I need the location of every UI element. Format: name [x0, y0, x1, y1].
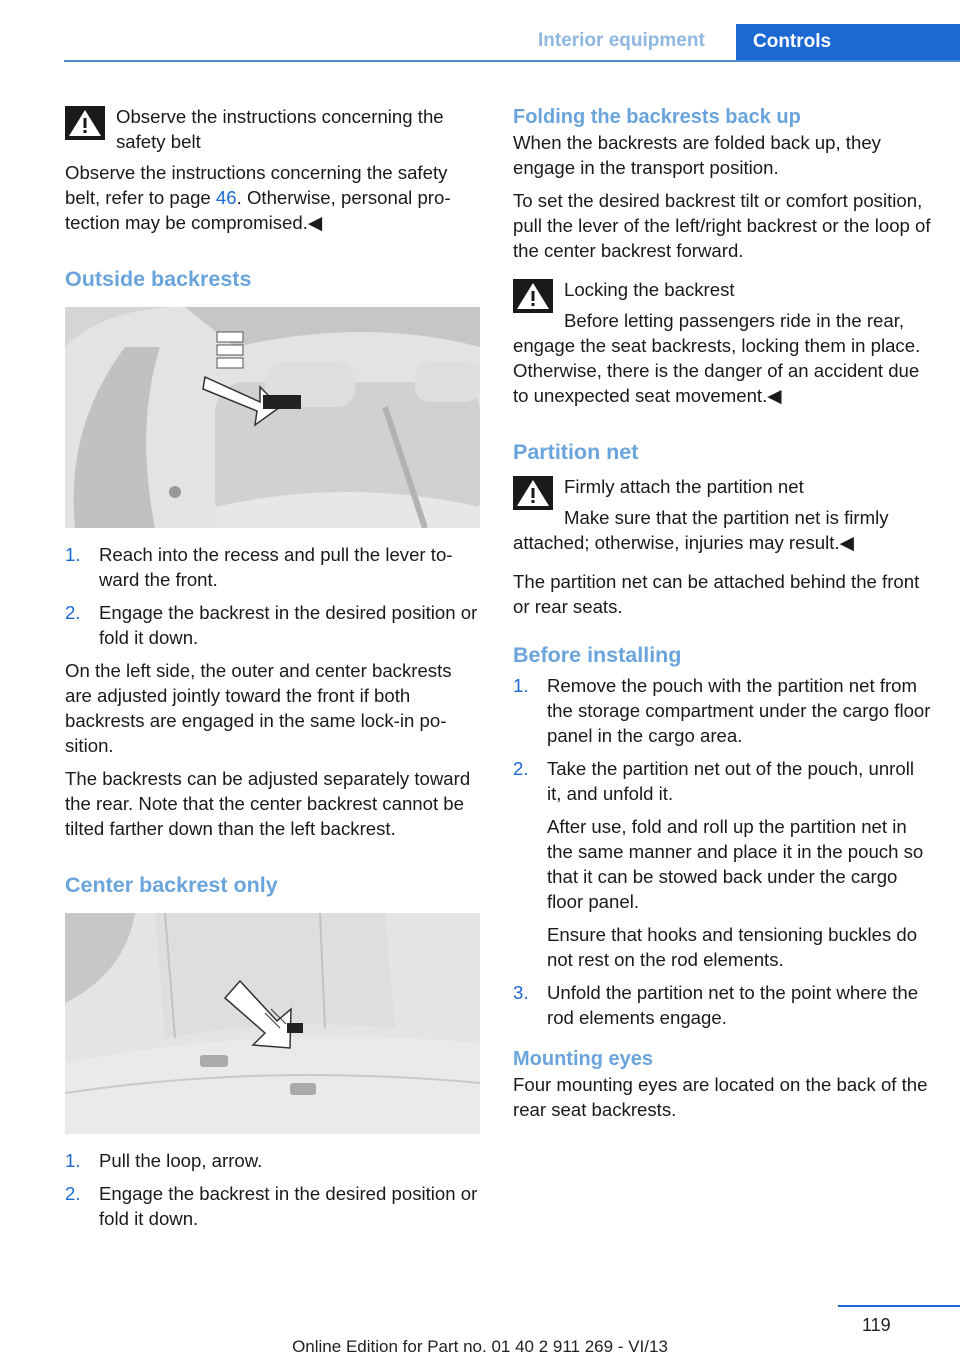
- list-item: 2. Engage the backrest in the desired position or fold it down.: [65, 602, 478, 648]
- list-item: 2. Take the partition net out of the pouch, unroll it, and unfold it. After use, fold and roll up the partition net in the same manner and place it in the pouch so that it can be stowed back under the cargo floor panel. Ensure that hooks and tensioning buckles do not rest on the rod elements.: [513, 756, 933, 972]
- warning-title: Observe the instructions concerning the safety belt: [116, 106, 444, 152]
- paragraph: When the backrests are folded back up, they engage in the transport position.: [513, 132, 881, 178]
- page-number: 119: [862, 1315, 891, 1335]
- header-chapter-label: Controls: [753, 31, 832, 52]
- figure-center-backrest: [65, 913, 480, 1134]
- right-column: [513, 104, 933, 1130]
- list-item: 2. Engage the backrest in the desired position or fold it down.: [65, 1183, 478, 1229]
- header-section-title: Interior equipment: [538, 30, 705, 51]
- warning-locking-backrest: [513, 277, 933, 408]
- page-reference-link[interactable]: 46: [215, 187, 237, 208]
- warning-text: Make sure that the partition net is firmly attached; otherwise, injuries may result.◀: [513, 507, 889, 553]
- paragraph: Four mounting eyes are located on the back of the rear seat backrests.: [513, 1074, 928, 1120]
- list-item-note: Ensure that hooks and tensioning buckles do not rest on the rod elements.: [547, 924, 918, 970]
- warning-triangle-icon: [65, 106, 105, 140]
- list-item: 1. Remove the pouch with the partition net from the storage compartment under the cargo floor panel in the cargo area.: [513, 675, 931, 746]
- paragraph: The partition net can be attached behind the front or rear seats.: [513, 571, 920, 617]
- steps-outside-backrests: [65, 542, 480, 650]
- warning-title: Locking the backrest: [564, 279, 735, 300]
- steps-center-backrest: [65, 1148, 480, 1231]
- warning-text: Before letting passengers ride in the rear, engage the seat backrests, locking them in place. Otherwise, there is the danger of an accident due to unexpected seat movement.◀: [513, 310, 921, 406]
- list-item-note: After use, fold and roll up the partition net in the same manner and place it in the pouch so that it can be stowed back under the cargo floor panel.: [547, 816, 924, 912]
- warning-triangle-icon: [513, 279, 553, 313]
- outside-backrest-illustration: [65, 307, 480, 528]
- center-backrest-illustration: [65, 913, 480, 1134]
- header-rule: [64, 60, 960, 62]
- steps-before-installing: [513, 673, 933, 1030]
- left-column: [65, 104, 480, 1239]
- list-item: 1. Reach into the recess and pull the lever toward the front.: [65, 544, 453, 590]
- heading-mounting-eyes: Mounting eyes: [513, 1048, 654, 1070]
- warning-text: Observe the instructions concerning the safety belt, refer to page 46. Otherwise, personal protection may be compromised.◀: [65, 162, 451, 233]
- header-chapter-tab: [736, 24, 960, 62]
- heading-partition-net: Partition net: [513, 440, 639, 464]
- footer-rule: [838, 1305, 960, 1307]
- warning-safety-belt: [65, 104, 480, 235]
- heading-center-backrest: Center backrest only: [65, 873, 278, 897]
- warning-partition-net: [513, 474, 933, 555]
- footer-edition: Online Edition for Part no. 01 40 2 911 269 - VI/13: [292, 1337, 668, 1356]
- list-item: 3. Unfold the partition net to the point where the rod elements engage.: [513, 982, 919, 1028]
- heading-folding-back-up: Folding the backrests back up: [513, 106, 801, 128]
- paragraph: To set the desired backrest tilt or comfort position, pull the lever of the left/right backrest or the loop of the center backrest forward.: [513, 190, 931, 261]
- heading-before-installing: Before installing: [513, 643, 682, 667]
- paragraph: The backrests can be adjusted separately toward the rear. Note that the center backrest cannot be tilted farther down than the left backrest.: [65, 768, 471, 839]
- warning-title: Firmly attach the partition net: [564, 476, 804, 497]
- heading-outside-backrests: Outside backrests: [65, 267, 252, 291]
- warning-triangle-icon: [513, 476, 553, 510]
- list-item: 1. Pull the loop, arrow.: [65, 1150, 263, 1171]
- figure-outside-backrest: [65, 307, 480, 528]
- paragraph: On the left side, the outer and center backrests are adjusted jointly toward the front if both backrests are engaged in the same lock-in position.: [65, 660, 452, 756]
